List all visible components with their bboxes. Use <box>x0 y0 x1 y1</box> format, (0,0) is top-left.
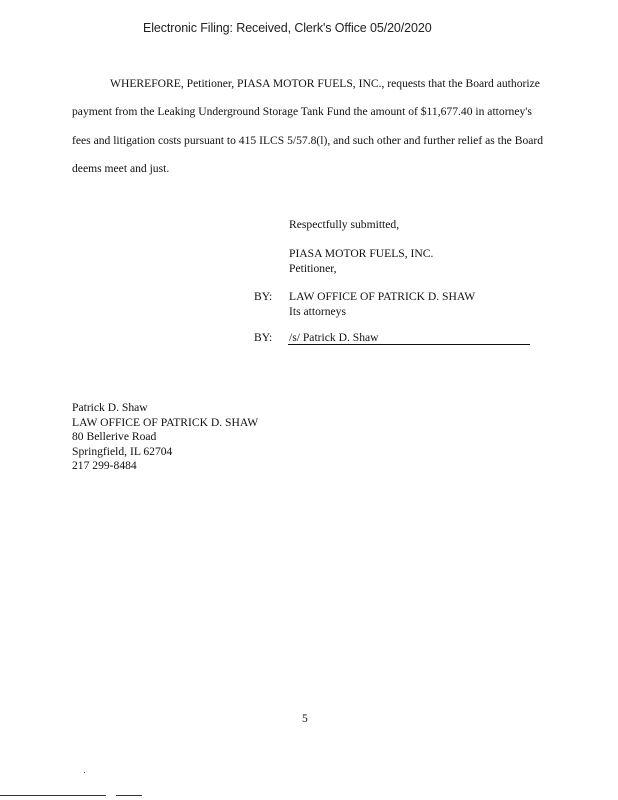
scan-speck <box>84 772 85 773</box>
page-number: 5 <box>302 712 308 725</box>
electronic-signature: /s/ Patrick D. Shaw <box>289 331 379 344</box>
closing-text: Respectfully submitted, <box>289 218 400 231</box>
footer-rule-right <box>116 795 142 796</box>
phone-number: 217 299-8484 <box>72 459 137 472</box>
electronic-filing-stamp: Electronic Filing: Received, Clerk's Office 05/20/2020 <box>143 21 432 35</box>
street-address: 80 Bellerive Road <box>72 430 157 443</box>
signature-line <box>288 344 530 345</box>
attorney-address-block <box>72 401 258 474</box>
firm-name: LAW OFFICE OF PATRICK D. SHAW <box>289 290 476 303</box>
city-state-zip: Springfield, IL 62704 <box>72 444 173 458</box>
by-label-firm: BY: <box>254 290 273 303</box>
party-name: PIASA MOTOR FUELS, INC. <box>289 247 434 260</box>
firm-role: Its attorneys <box>289 305 346 318</box>
attorney-name: Patrick D. Shaw <box>72 401 148 414</box>
footer-rule-left <box>0 795 106 796</box>
party-role: Petitioner, <box>289 262 337 275</box>
attorney-firm: LAW OFFICE OF PATRICK D. SHAW <box>72 415 259 429</box>
wherefore-paragraph: WHEREFORE, Petitioner, PIASA MOTOR FUELS, INC., requests that the Board authorize payment from the Leaking Underground Storage Tank Fund the amount of $11,677.40 in attorney's fees and litigation costs pursuant to 415 ILCS 5/57.8(l), and such other and further relief as the Board deems meet and just. <box>72 77 544 175</box>
by-label-signature: BY: <box>254 331 273 344</box>
